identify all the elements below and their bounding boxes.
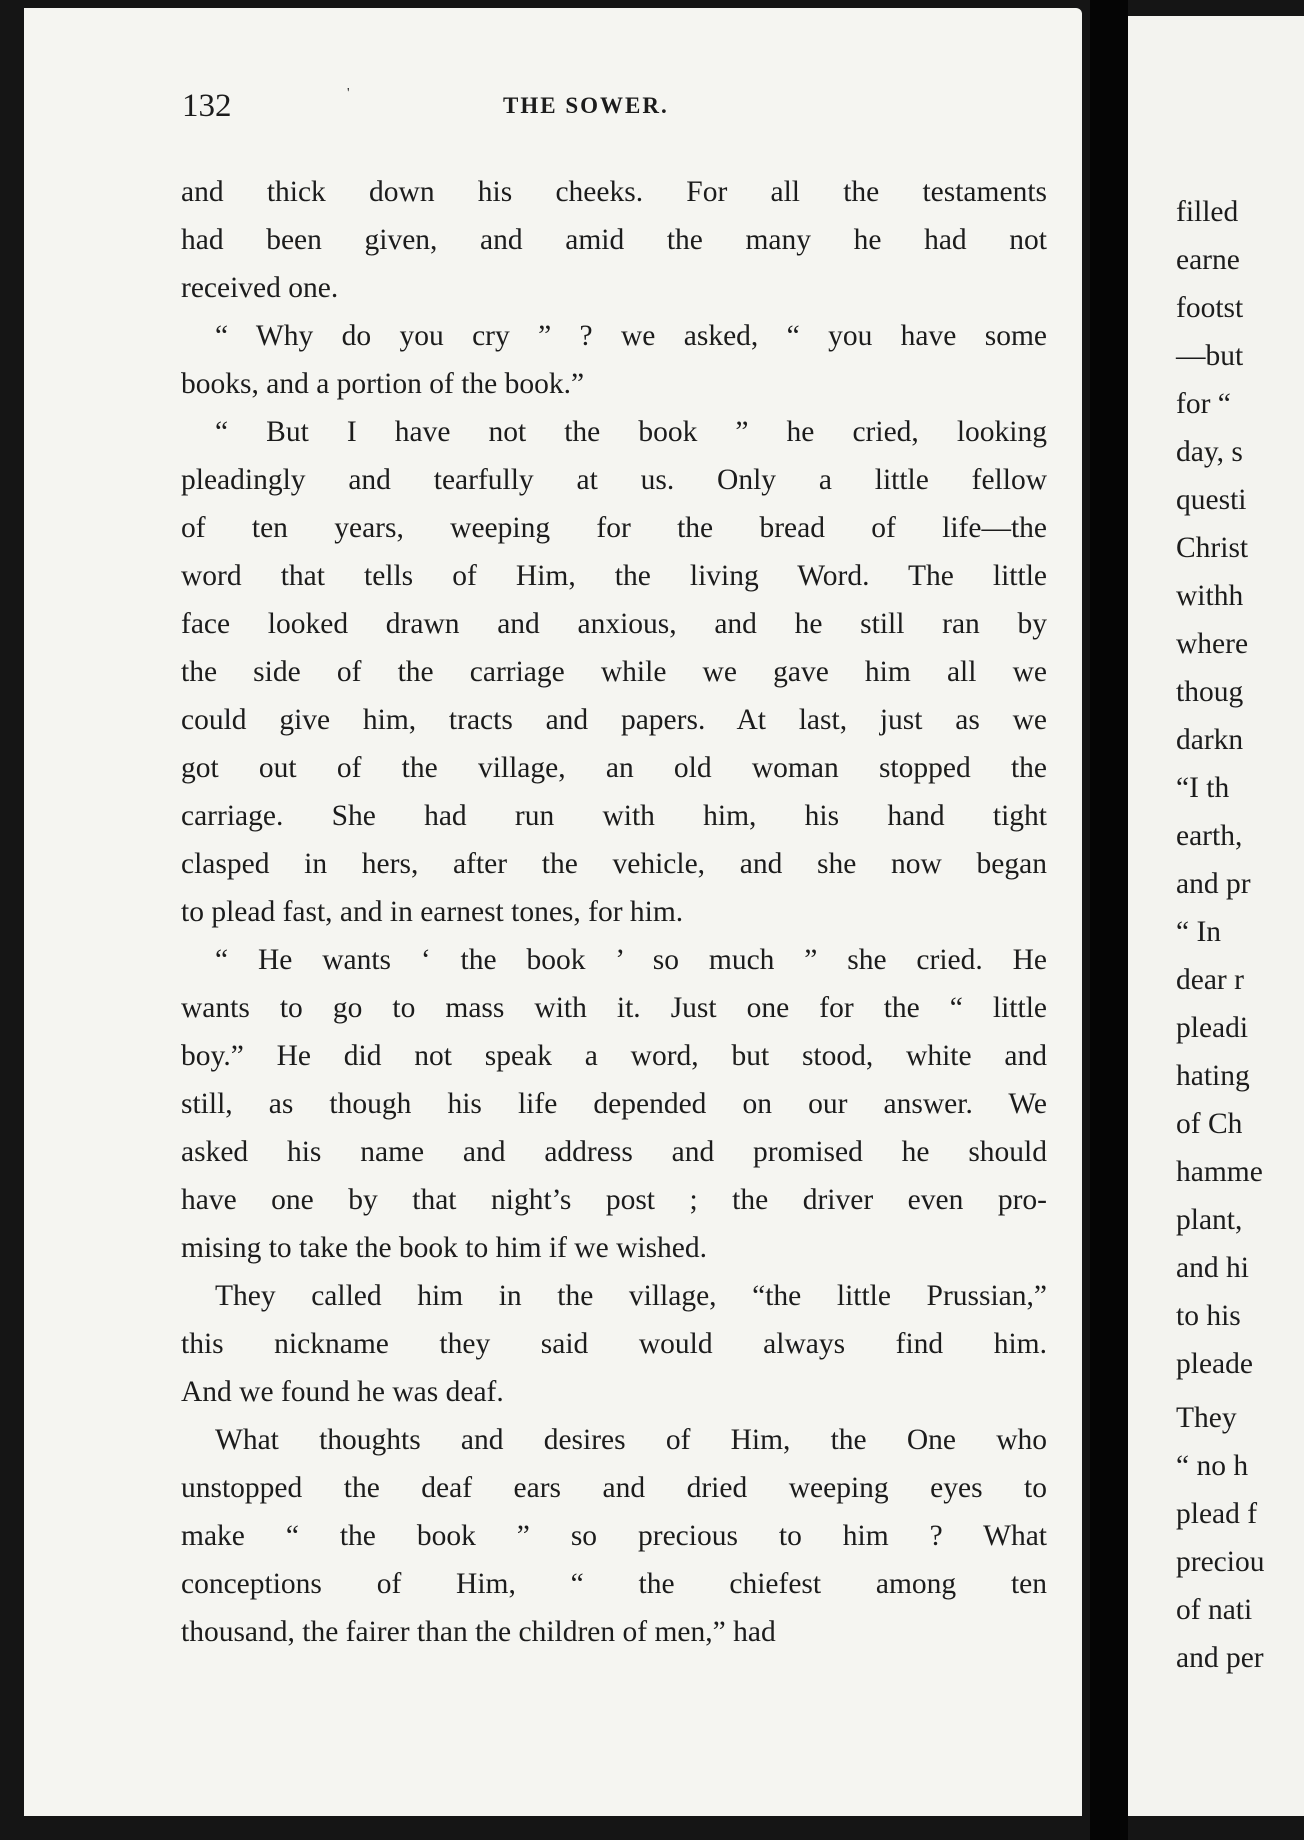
text-line: carriage. She had run with him, his hand tight [181, 800, 1047, 832]
text-line: thousand, the fairer than the children of men,” had [181, 1616, 776, 1648]
right-text-line: filled [1176, 196, 1239, 228]
right-text-line: pleade [1176, 1348, 1253, 1380]
page-header [157, 88, 1047, 128]
text-line: “ He wants ‘ the book ’ so much ” she cried. He [215, 944, 1047, 976]
text-line: still, as though his life depended on our answer. We [181, 1088, 1047, 1120]
right-text-line: thoug [1176, 676, 1244, 708]
text-line: And we found he was deaf. [181, 1376, 504, 1408]
text-line: word that tells of Him, the living Word. The little [181, 560, 1047, 592]
text-line: this nickname they said would always find him. [181, 1328, 1047, 1360]
text-line: have one by that night’s post ; the driver even pro- [181, 1184, 1047, 1216]
text-line: asked his name and address and promised he should [181, 1136, 1047, 1168]
right-text-line: “ no h [1176, 1450, 1249, 1482]
text-line: conceptions of Him, “ the chiefest among ten [181, 1568, 1047, 1600]
text-line: wants to go to mass with it. Just one for the “ little [181, 992, 1047, 1024]
right-text-line: to his [1176, 1300, 1241, 1332]
right-text-line: earth, [1176, 820, 1243, 852]
right-text-line: and hi [1176, 1252, 1249, 1284]
text-line: of ten years, weeping for the bread of life—the [181, 512, 1047, 544]
right-text-line: day, s [1176, 436, 1243, 468]
text-line: had been given, and amid the many he had not [181, 224, 1047, 256]
right-text-line: plead f [1176, 1498, 1258, 1530]
right-text-line: of Ch [1176, 1108, 1243, 1140]
right-text-line: of nati [1176, 1594, 1253, 1626]
text-line: They called him in the village, “the little Prussian,” [215, 1280, 1047, 1312]
right-page [1128, 16, 1304, 1816]
right-text-line: and per [1176, 1642, 1264, 1674]
right-text-line: preciou [1176, 1546, 1265, 1578]
body-text [181, 168, 1047, 1656]
text-line: clasped in hers, after the vehicle, and she now began [181, 848, 1047, 880]
right-text-line: footst [1176, 292, 1244, 324]
text-line: What thoughts and desires of Him, the One who [215, 1424, 1047, 1456]
page-number: 132 [182, 88, 232, 124]
right-text-line: questi [1176, 484, 1247, 516]
right-text-line: hamme [1176, 1156, 1263, 1188]
right-text-line: pleadi [1176, 1012, 1249, 1044]
book-gutter [1090, 0, 1128, 1840]
right-text-line: “I th [1176, 772, 1230, 804]
right-text-line: plant, [1176, 1204, 1243, 1236]
text-line: received one. [181, 272, 339, 304]
text-line: pleadingly and tearfully at us. Only a little fellow [181, 464, 1047, 496]
text-line: could give him, tracts and papers. At last, just as we [181, 704, 1047, 736]
right-page-text [1176, 188, 1304, 1682]
right-text-line: They [1176, 1402, 1237, 1434]
text-line: books, and a portion of the book.” [181, 368, 585, 400]
text-line: make “ the book ” so precious to him ? What [181, 1520, 1047, 1552]
text-line: to plead fast, and in earnest tones, for him. [181, 896, 684, 928]
running-title: THE SOWER. [503, 93, 669, 118]
text-line: the side of the carriage while we gave him all we [181, 656, 1047, 688]
right-text-line: withh [1176, 580, 1244, 612]
right-text-line: where [1176, 628, 1249, 660]
text-line: got out of the village, an old woman stopped the [181, 752, 1047, 784]
right-text-line: “ In [1176, 916, 1222, 948]
text-line: “ Why do you cry ” ? we asked, “ you have some [215, 320, 1047, 352]
text-line: unstopped the deaf ears and dried weeping eyes to [181, 1472, 1047, 1504]
right-text-line: for “ [1176, 388, 1231, 420]
text-line: face looked drawn and anxious, and he still ran by [181, 608, 1047, 640]
text-line: and thick down his cheeks. For all the testaments [181, 176, 1047, 208]
right-text-line: and pr [1176, 868, 1251, 900]
right-text-line: Christ [1176, 532, 1249, 564]
right-text-line: darkn [1176, 724, 1244, 756]
right-text-line: earne [1176, 244, 1240, 276]
right-text-line: hating [1176, 1060, 1250, 1092]
text-line: “ But I have not the book ” he cried, looking [215, 416, 1047, 448]
stray-mark: ' [347, 86, 350, 101]
right-text-line: —but [1176, 340, 1244, 372]
text-line: mising to take the book to him if we wished. [181, 1232, 708, 1264]
right-text-line: dear r [1176, 964, 1244, 996]
text-line: boy.” He did not speak a word, but stood, white and [181, 1040, 1047, 1072]
